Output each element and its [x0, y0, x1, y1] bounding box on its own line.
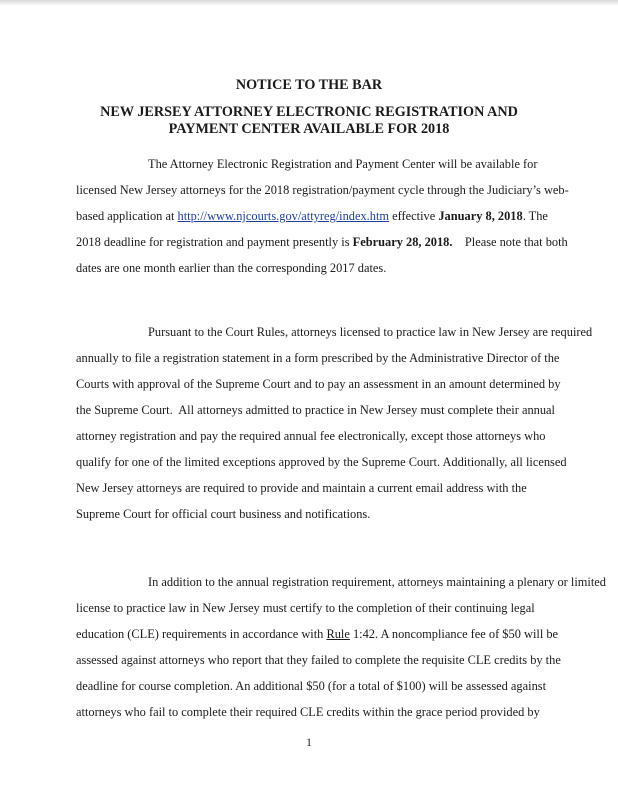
deadline-date: February 28, 2018. — [352, 235, 453, 249]
text-line: licensed New Jersey attorneys for the 2018 registration/payment cycle through the Judiciary’s web- — [76, 183, 569, 197]
notice-subtitle — [0, 104, 618, 138]
text-span: 2018 deadline for registration and payment presently is — [76, 235, 353, 249]
text-line — [76, 203, 554, 229]
start-date: January 8, 2018 — [438, 209, 523, 223]
text-line — [76, 621, 559, 647]
text-line: Courts with approval of the Supreme Court and to pay an assessment in an amount determined by — [76, 377, 561, 391]
text-line: In addition to the annual registration requirement, attorneys maintaining a plenary or limited — [148, 575, 606, 589]
text-line: dates are one month earlier than the corresponding 2017 dates. — [76, 261, 387, 275]
text-line: the Supreme Court. All attorneys admitted to practice in New Jersey must complete their annual — [76, 403, 555, 417]
text-line: deadline for course completion. An additional $50 (for a total of $100) will be assessed against — [76, 679, 547, 693]
subtitle-line-1: NEW JERSEY ATTORNEY ELECTRONIC REGISTRATION AND — [100, 104, 518, 120]
text-span: effective — [389, 209, 439, 223]
text-line: qualify for one of the limited exceptions approved by the Supreme Court. Additionally, all licensed — [76, 455, 567, 469]
text-line: Supreme Court for official court business and notifications. — [76, 507, 371, 521]
text-line: license to practice law in New Jersey must certify to the completion of their continuing legal — [76, 601, 535, 615]
notice-title: NOTICE TO THE BAR — [235, 77, 383, 93]
text-span: education (CLE) requirements in accordance with — [76, 627, 327, 641]
paragraph-cle-requirements — [76, 569, 606, 725]
text-line: assessed against attorneys who report that they failed to complete the requisite CLE credits by the — [76, 653, 561, 667]
text-line: Pursuant to the Court Rules, attorneys licensed to practice law in New Jersey are required — [148, 325, 593, 339]
text-span: based application at — [76, 209, 178, 223]
text-span: 1:42. A noncompliance fee of $50 will be — [349, 627, 559, 641]
text-span: Please note that both — [452, 235, 568, 249]
rule-reference: Rule — [326, 627, 350, 641]
text-line: New Jersey attorneys are required to provide and maintain a current email address with the — [76, 481, 527, 495]
text-line: attorney registration and pay the required annual fee electronically, except those attorneys who — [76, 429, 546, 443]
text-span: . The — [522, 209, 548, 223]
scan-edge — [0, 0, 618, 6]
paragraph-court-rules — [76, 319, 593, 527]
text-line: The Attorney Electronic Registration and Payment Center will be available for — [148, 157, 538, 171]
text-line — [76, 229, 568, 255]
text-line: annually to file a registration statement in a form prescribed by the Administrative Director of the — [76, 351, 560, 365]
text-line: attorneys who fail to complete their required CLE credits within the grace period provided by — [76, 705, 540, 719]
subtitle-line-2: PAYMENT CENTER AVAILABLE FOR 2018 — [168, 121, 450, 137]
attyreg-link[interactable]: http://www.njcourts.gov/attyreg/index.htm — [177, 209, 390, 223]
paragraph-registration-dates — [76, 151, 569, 281]
page-number: 1 — [306, 737, 312, 749]
